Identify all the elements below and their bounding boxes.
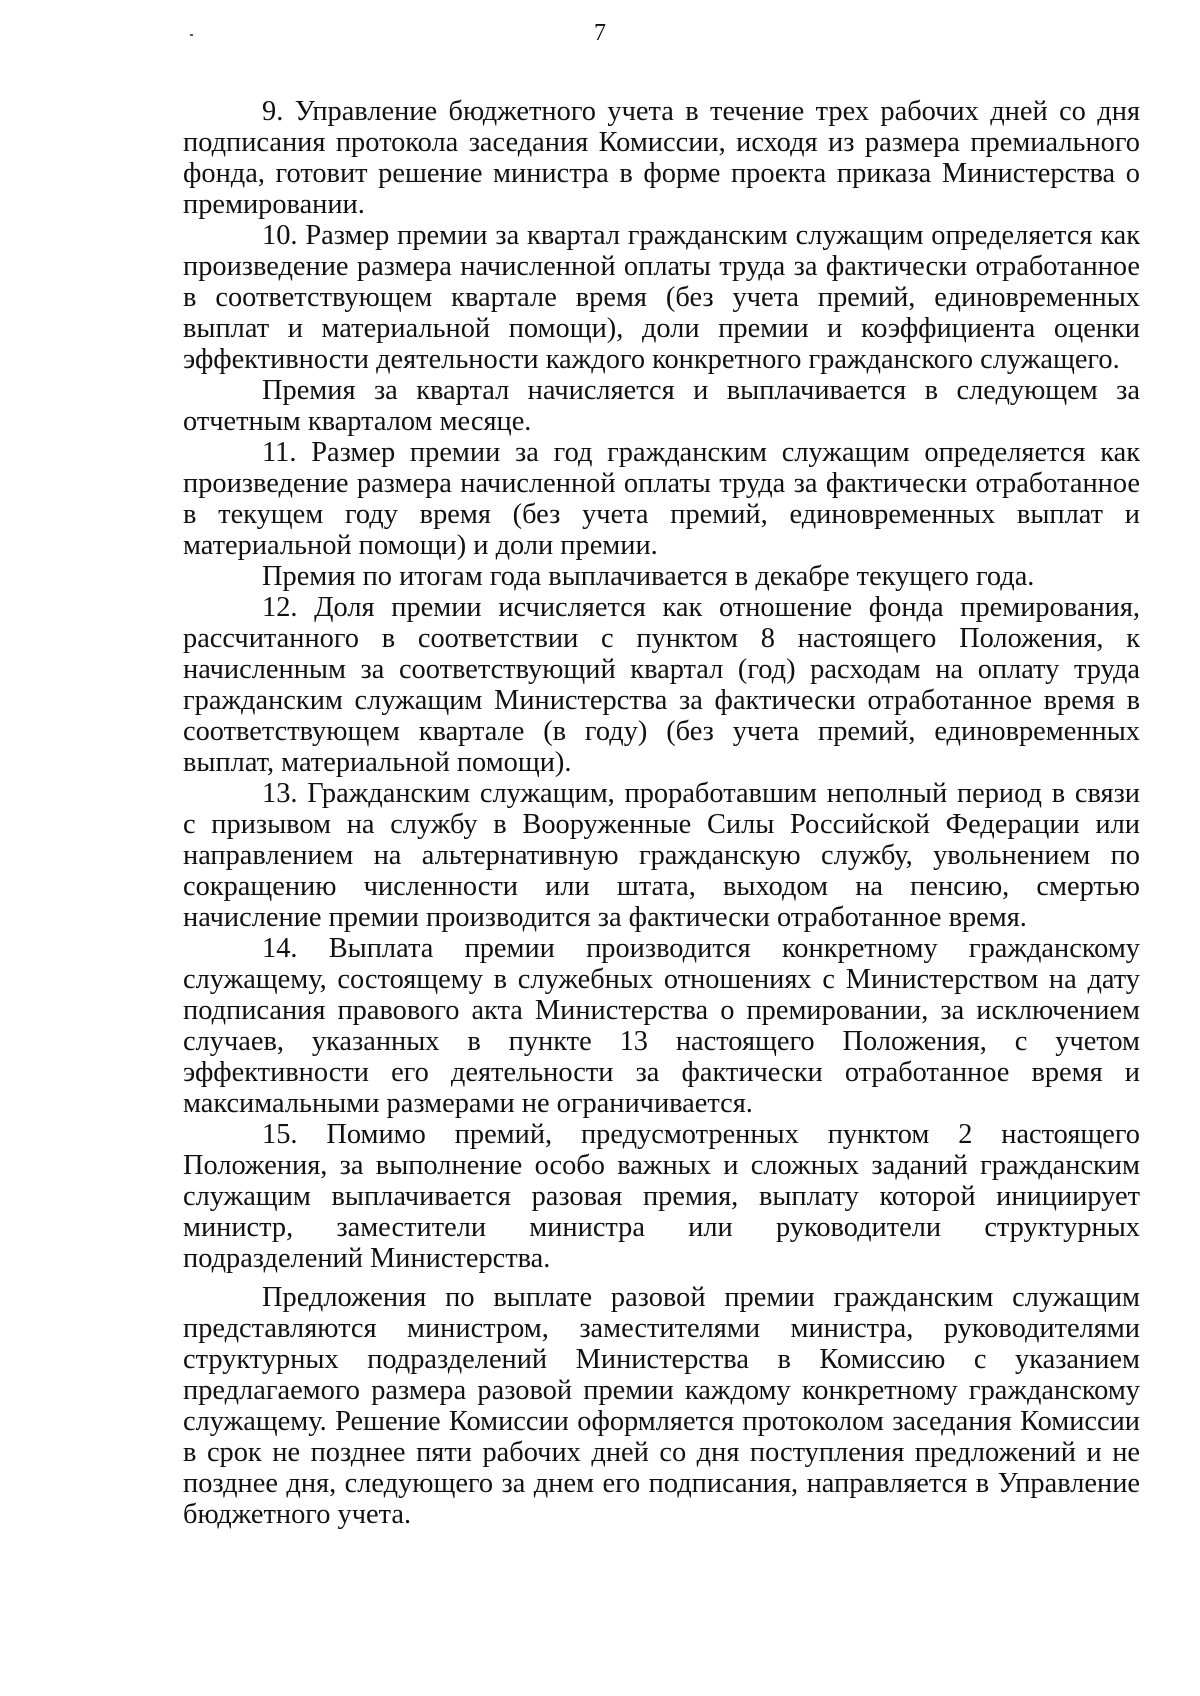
paragraph-item-14: 14. Выплата премии производится конкретному гражданскому служащему, состоящему в служебных отношениях с Министерством на дату подписания правового акта Министерства о премировании, за исключением случаев, указанных в пункте 13 настоящего Положения, с учетом эффективности его деятельности за фактически отработанное время и максимальными размерами не ограничивается. [183, 933, 1140, 1119]
paragraph-item-10: 10. Размер премии за квартал гражданским служащим определяется как произведение размера начисленной оплаты труда за фактически отработанное в соответствующем квартале время (без учета премий, единовременных выплат и материальной помощи), доли премии и коэффициента оценки эффективности деятельности каждого конкретного гражданского служащего. [183, 220, 1140, 375]
paragraph-item-9: 9. Управление бюджетного учета в течение трех рабочих дней со дня подписания протокола заседания Комиссии, исходя из размера премиального фонда, готовит решение министра в форме проекта приказа Министерства о премировании. [183, 96, 1140, 220]
page-number: 7 [594, 20, 606, 46]
paragraph-item-15: 15. Помимо премий, предусмотренных пунктом 2 настоящего Положения, за выполнение особо важных и сложных заданий гражданским служащим выплачивается разовая премия, выплату которой инициирует министр, заместители министра или руководители структурных подразделений Министерства. [183, 1119, 1140, 1274]
paragraph-item-13: 13. Гражданским служащим, проработавшим неполный период в связи с призывом на службу в Вооруженные Силы Российской Федерации или направлением на альтернативную гражданскую службу, увольнением по сокращению численности или штата, выходом на пенсию, смертью начисление премии производится за фактически отработанное время. [183, 778, 1140, 933]
paragraph-item-11: 11. Размер премии за год гражданским служащим определяется как произведение размера начисленной оплаты труда за фактически отработанное в текущем году время (без учета премий, единовременных выплат и материальной помощи) и доли премии. [183, 437, 1140, 561]
paragraph-annual-bonus-payment: Премия по итогам года выплачивается в декабре текущего года. [262, 561, 1035, 592]
document-body [183, 96, 1140, 1530]
paragraph-item-12: 12. Доля премии исчисляется как отношение фонда премирования, рассчитанного в соответствии с пунктом 8 настоящего Положения, к начисленным за соответствующий квартал (год) расходам на оплату труда гражданским служащим Министерства за фактически отработанное время в соответствующем квартале (в году) (без учета премий, единовременных выплат, материальной помощи). [183, 592, 1140, 778]
paragraph-quarter-bonus-payment: Премия за квартал начисляется и выплачивается в следующем за отчетным кварталом месяце. [183, 375, 1140, 437]
paragraph-one-time-bonus-proposals: Предложения по выплате разовой премии гражданским служащим представляются министром, заместителями министра, руководителями структурных подразделений Министерства в Комиссию с указанием предлагаемого размера разовой премии каждому конкретному гражданскому служащему. Решение Комиссии оформляется протоколом заседания Комиссии в срок не позднее пяти рабочих дней со дня поступления предложений и не позднее дня, следующего за днем его подписания, направляется в Управление бюджетного учета. [183, 1282, 1140, 1530]
